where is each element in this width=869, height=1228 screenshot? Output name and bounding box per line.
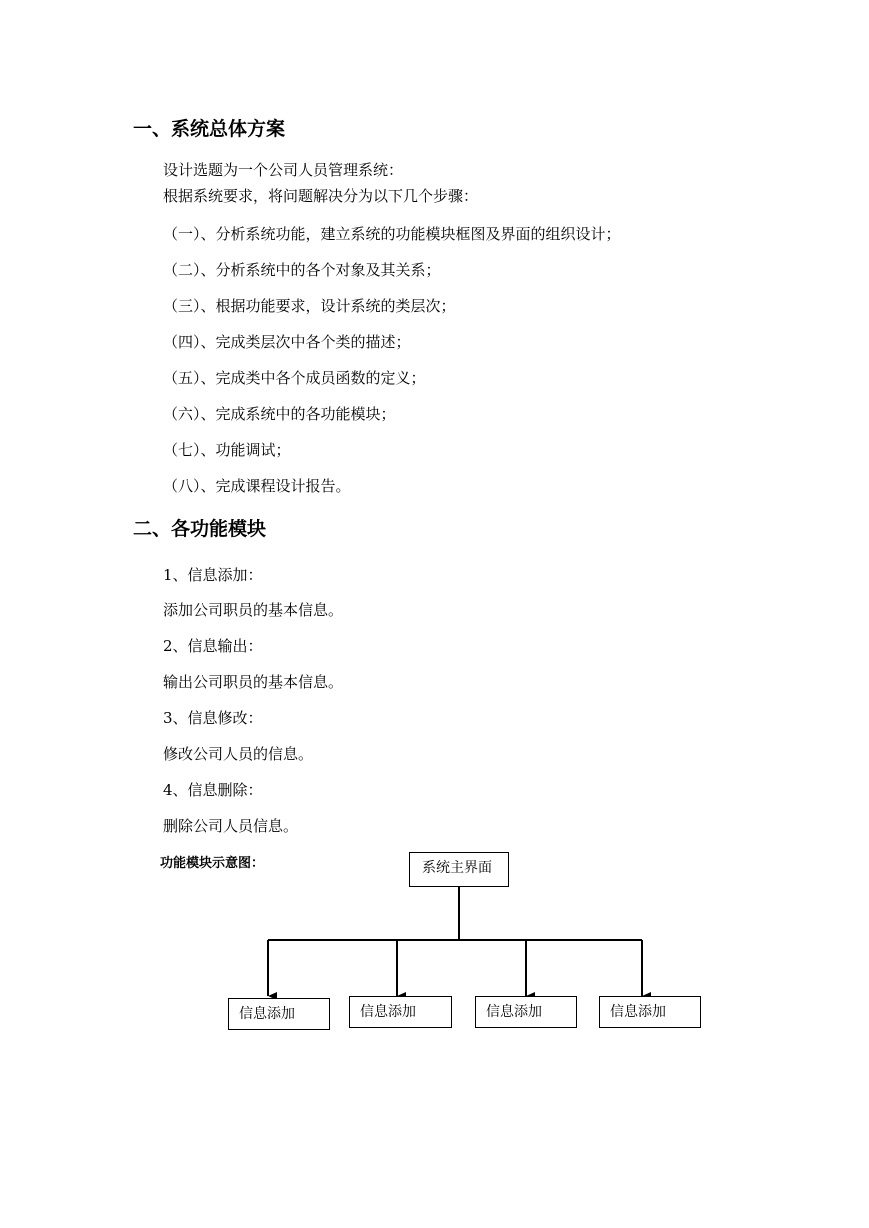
module-title: 4、信息删除： xyxy=(163,781,263,799)
module-description: 修改公司人员的信息。 xyxy=(163,745,314,763)
steps-lead-paragraph: 根据系统要求，将问题解决分为以下几个步骤： xyxy=(163,187,479,205)
section-heading-overview: 一、系统总体方案 xyxy=(133,118,286,140)
step-item: （四）、完成类层次中各个类的描述； xyxy=(163,333,411,351)
child-node: 信息添加 xyxy=(228,998,330,1030)
step-item: （六）、完成系统中的各功能模块； xyxy=(163,405,396,423)
module-description: 输出公司职员的基本信息。 xyxy=(163,673,344,691)
child-node: 信息添加 xyxy=(599,996,701,1028)
root-node-main-interface: 系统主界面 xyxy=(409,852,509,887)
child-node: 信息添加 xyxy=(475,996,577,1028)
step-item: （八）、完成课程设计报告。 xyxy=(163,477,351,495)
step-item: （一）、分析系统功能，建立系统的功能模块框图及界面的组织设计； xyxy=(163,225,621,243)
section-heading-modules: 二、各功能模块 xyxy=(133,518,267,540)
module-title: 2、信息输出： xyxy=(163,637,263,655)
child-node: 信息添加 xyxy=(349,996,452,1028)
step-item: （三）、根据功能要求，设计系统的类层次； xyxy=(163,297,456,315)
module-description: 添加公司职员的基本信息。 xyxy=(163,601,344,619)
step-item: （二）、分析系统中的各个对象及其关系； xyxy=(163,261,441,279)
module-title: 3、信息修改： xyxy=(163,709,263,727)
step-item: （七）、功能调试； xyxy=(163,441,291,459)
intro-paragraph: 设计选题为一个公司人员管理系统： xyxy=(163,161,404,179)
step-item: （五）、完成类中各个成员函数的定义； xyxy=(163,369,426,387)
module-description: 删除公司人员信息。 xyxy=(163,817,299,835)
module-title: 1、信息添加： xyxy=(163,566,263,584)
diagram-caption: 功能模块示意图： xyxy=(160,856,265,871)
